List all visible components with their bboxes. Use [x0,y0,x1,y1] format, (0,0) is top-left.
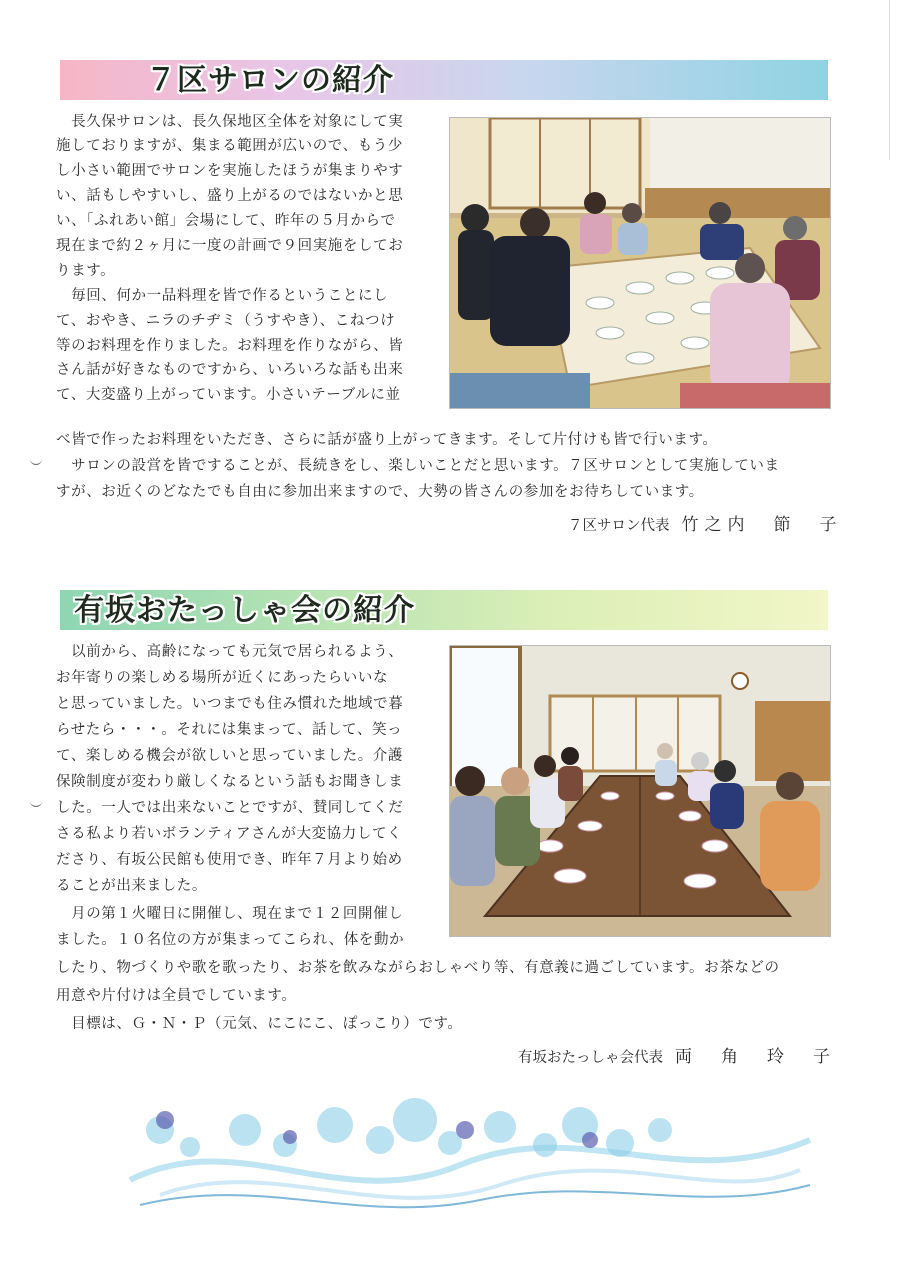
section1-line: て、おやき、ニラのチヂミ（うすやき）、こねつけ [56,313,396,329]
section2-line: らせたら・・・。それには集まって、話して、笑っ [56,722,403,738]
section2-line: さる私より若いボランティアさんが大変協力してく [56,826,403,842]
section1-line: ります。 [56,263,116,279]
section1-line: 毎回、何か一品料理を皆で作るということにし [56,288,389,304]
section1-signature [568,510,843,535]
section2-line: 月の第１火曜日に開催し、現在まで１２回開催し [56,906,404,922]
section1-line: サロンの設営を皆ですることが、長続きをし、楽しいことだと思います。７区サロンとして実施していま [56,458,780,474]
section2-line: 目標は、Ｇ・Ｎ・Ｐ（元気、にこにこ、ぽっこり）です。 [56,1016,463,1032]
section1-title: ７区サロンの紹介 [146,63,394,98]
bubble-wave-decoration [120,1085,820,1225]
section1-banner [60,60,828,100]
section1-line: し小さい範囲でサロンを実施したほうが集まりやす [56,163,404,179]
section1-signature-name: 竹之内 節 子 [681,515,843,535]
otassha-group-photo [449,645,831,937]
section1-signature-role: ７区サロン代表 [568,518,670,534]
section2-banner [60,590,828,630]
binding-mark [30,800,42,807]
section2-line: 保険制度が変わり厳しくなるという話もお聞きしま [56,774,404,790]
section2-signature-role: 有坂おたっしゃ会代表 [518,1050,663,1066]
section2-line: ました。１０名位の方が集まってこられ、体を動か [56,932,405,948]
section1-line: 現在まで約２ヶ月に一度の計画で９回実施をしてお [56,238,404,254]
section2-title: 有坂おたっしゃ会の紹介 [74,593,415,628]
section2-line: したり、物づくりや歌を歌ったり、お茶を飲みながらおしゃべり等、有意義に過ごしています。お茶などの [56,960,780,976]
binding-mark [30,458,42,465]
section2-line: ださり、有坂公民館も使用でき、昨年７月より始め [56,852,403,868]
section2-line: と思っていました。いつまでも住み慣れた地域で暮 [56,696,404,712]
section1-line: て、大変盛り上がっています。小さいテーブルに並 [56,387,401,403]
section1-line: 長久保サロンは、長久保地区全体を対象にして実 [56,114,404,130]
section2-line: した。一人では出来ないことですが、賛同してくだ [56,800,404,816]
section1-line: 施しておりますが、集まる範囲が広いので、もう少 [56,138,404,154]
section2-line: ることが出来ました。 [56,878,207,894]
section1-line: べ皆で作ったお料理をいただき、さらに話が盛り上がってきます。そして片付けも皆で行います。 [56,432,718,448]
section1-line: さん話が好きなものですから、いろいろな話も出来 [56,362,404,378]
salon-cooking-photo [449,117,831,409]
section2-line: 以前から、高齢になっても元気で居られるよう、 [56,644,404,660]
section2-signature-name: 両 角 玲 子 [675,1047,836,1067]
section1-line: 等のお料理を作りました。お料理を作りながら、皆 [56,338,404,354]
section1-line: い、話もしやすいし、盛り上がるのではないかと思 [56,188,404,204]
section2-line: お年寄りの楽しめる場所が近くにあったらいいな [56,670,389,686]
section2-line: て、楽しめる機会が欲しいと思っていました。介護 [56,748,404,764]
section1-line: い、「ふれあい館」会場にして、昨年の５月からで [56,213,396,229]
page-edge-line [889,0,890,160]
section1-line: すが、お近くのどなたでも自由に参加出来ますので、大勢の皆さんの参加をお待ちしています。 [56,484,704,500]
section2-line: 用意や片付けは全員でしています。 [56,988,297,1004]
section2-signature [518,1042,836,1067]
